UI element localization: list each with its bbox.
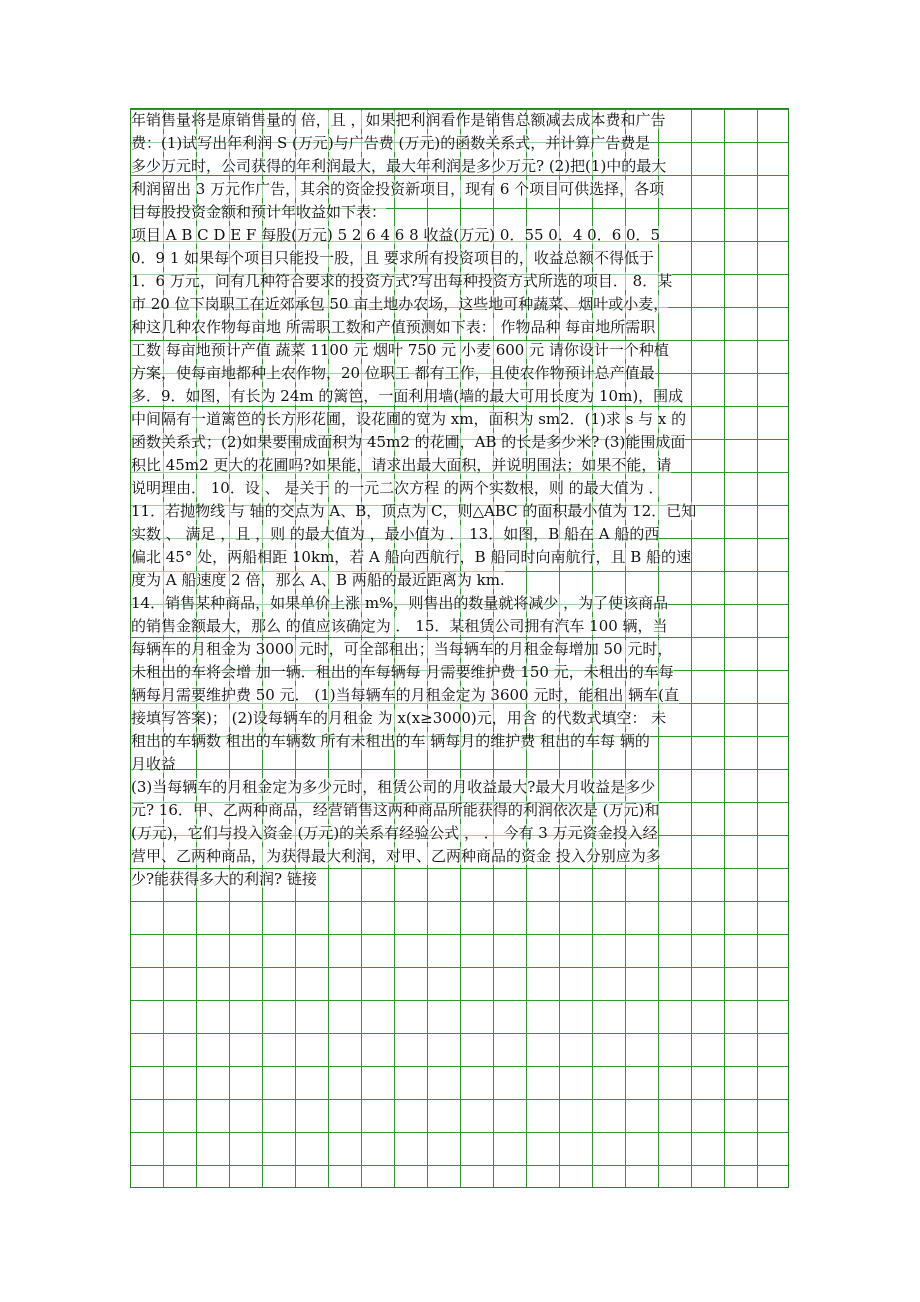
text-line: 函数关系式；(2)如果要围成面积为 45m2 的花圃，AB 的长是多少米? (3)能围成面	[131, 433, 686, 451]
document-body	[131, 109, 788, 891]
text-line: 0．9 1 如果每个项目只能投一股，且 要求所有投资项目的，收益总额不得低于	[131, 249, 654, 267]
text-line: 元? 16．甲、乙两种商品，经营销售这两种商品所能获得的利润依次是 (万元)和	[131, 801, 660, 819]
text-line: 实数 、 满足 ，且 ，则 的最大值为 ，最小值为 ． 13．如图，B 船在 A 船的西	[131, 525, 660, 543]
text-line: 的销售金额最大，那么 的值应该确定为 ． 15．某租赁公司拥有汽车 100 辆，当	[131, 617, 668, 635]
text-line: 种这几种农作物每亩地 所需职工数和产值预测如下表： 作物品种 每亩地所需职	[131, 318, 656, 336]
text-line: 项目 A B C D E F 每股(万元) 5 2 6 4 6 8 收益(万元) 0．55 0．4 0．6 0．5	[131, 226, 661, 244]
text-line: 说明理由． 10．设 、 是关于 的一元二次方程 的两个实数根，则 的最大值为 ．	[131, 479, 664, 497]
text-line: 年销售量将是原销售量的 倍，且 ，如果把利润看作是销售总额减去成本费和广告	[131, 111, 666, 129]
text-line: 中间隔有一道篱笆的长方形花圃，设花圃的宽为 xm，面积为 sm2．(1)求 s 与 x 的	[131, 410, 687, 428]
text-line: 每辆车的月租金为 3000 元时，可全部租出；当每辆车的月租金每增加 50 元时，	[131, 640, 673, 658]
text-line: 多．9．如图，有长为 24m 的篱笆，一面利用墙(墙的最大可用长度为 10m)，围成	[131, 387, 684, 405]
text-line: (3)当每辆车的月租金定为多少元时，租赁公司的月收益最大?最大月收益是多少	[131, 778, 656, 796]
text-line: 工数 每亩地预计产值 蔬菜 1100 元 烟叶 750 元 小麦 600 元 请你设计一个种植	[131, 341, 669, 359]
text-line: (万元)，它们与投入资金 (万元)的关系有经验公式 ， ． 今有 3 万元资金投入经	[131, 824, 658, 842]
text-line: 1．6 万元，问有几种符合要求的投资方式?写出每种投资方式所选的项目． 8．某	[131, 272, 673, 290]
text-line: 14．销售某种商品，如果单价上涨 m%，则售出的数量就将减少 ，为了使该商品	[131, 594, 669, 612]
text-line: 租出的车辆数 租出的车辆数 所有未租出的车 辆每月的维护费 租出的车每 辆的	[131, 732, 650, 750]
text-line: 接填写答案)； (2)设每辆车的月租金 为 x(x≥3000)元，用含 的代数式填空： 未	[131, 709, 667, 727]
text-line: 偏北 45° 处，两船相距 10km，若 A 船向西航行，B 船同时向南航行，且 B 船的速	[131, 548, 692, 566]
text-line: 市 20 位下岗职工在近郊承包 50 亩土地办农场，这些地可种蔬菜、烟叶或小麦，	[131, 295, 669, 313]
text-line: 方案，使每亩地都种上农作物，20 位职工 都有工作，且使农作物预计总产值最	[131, 364, 655, 382]
text-line: 辆每月需要维护费 50 元． (1)当每辆车的月租金定为 3600 元时，能租出 辆车(直	[131, 686, 679, 704]
text-line: 少?能获得多大的利润? 链接	[131, 870, 317, 888]
text-line: 利润留出 3 万元作广告，其余的资金投资新项目，现有 6 个项目可供选择，各项	[131, 180, 665, 198]
text-line: 多少万元时，公司获得的年利润最大，最大年利润是多少万元? (2)把(1)中的最大	[131, 157, 667, 175]
text-line: 目每股投资金额和预计年收益如下表：	[131, 203, 387, 221]
text-line: 费：(1)试写出年利润 S (万元)与广告费 (万元)的函数关系式，并计算广告费是	[131, 134, 651, 152]
text-line: 度为 A 船速度 2 倍，那么 A、B 两船的最近距离为 km.	[131, 571, 505, 589]
text-line: 积比 45m2 更大的花圃吗?如果能，请求出最大面积，并说明围法；如果不能，请	[131, 456, 672, 474]
text-line: 月收益	[131, 755, 177, 773]
text-line: 未租出的车将会增 加一辆．租出的车每辆每 月需要维护费 150 元，未租出的车每	[131, 663, 674, 681]
text-line: 营甲、乙两种商品，为获得最大利润，对甲、乙两种商品的资金 投入分别应为多	[131, 847, 661, 865]
text-line: 11．若抛物线 与 轴的交点为 A、B，顶点为 C，则△ABC 的面积最小值为 12．已知	[131, 502, 697, 520]
